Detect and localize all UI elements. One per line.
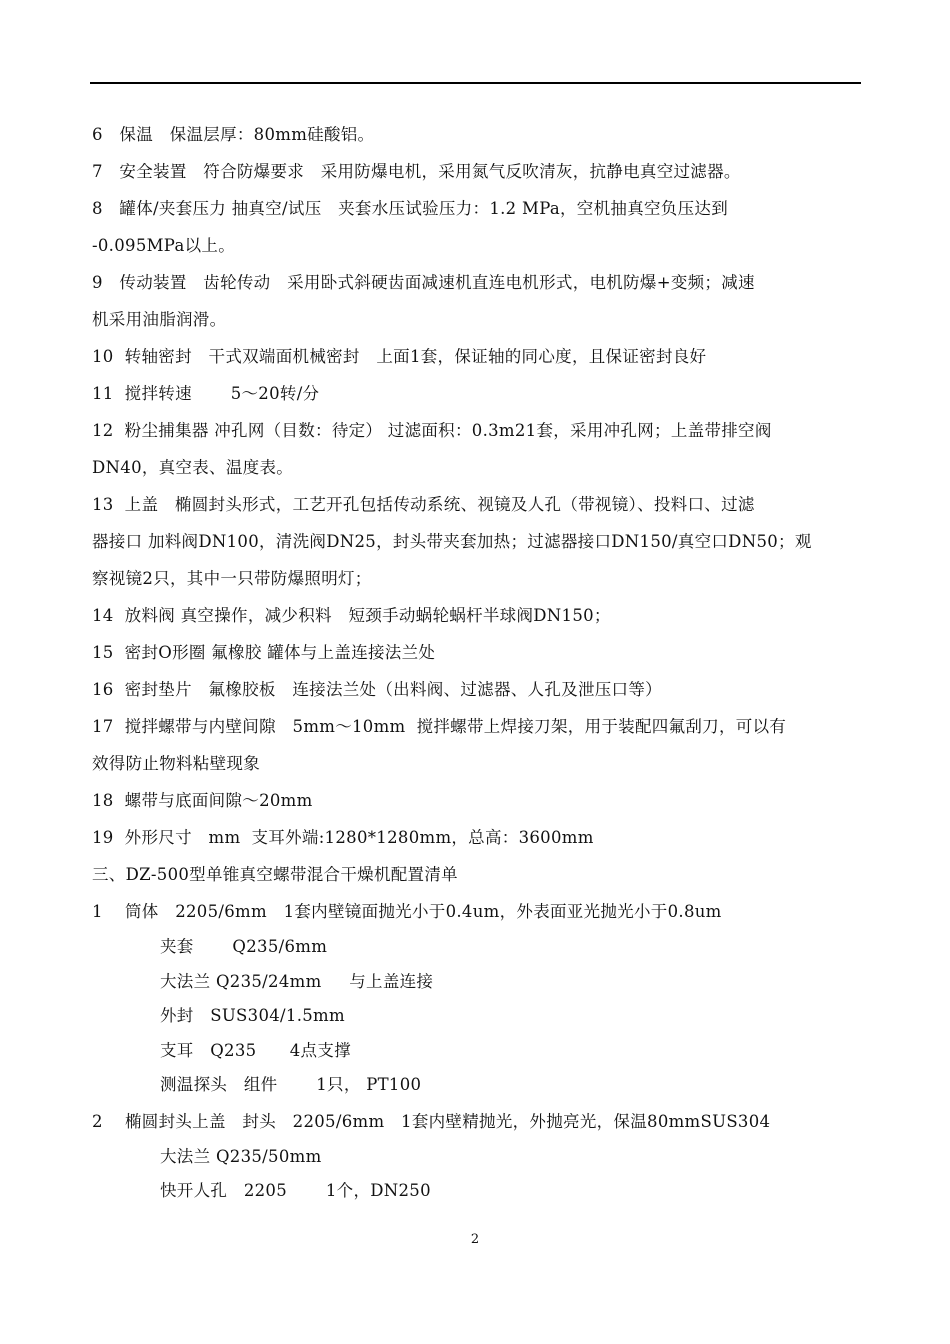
sub-item-line: 大法兰 Q235/24mm 与上盖连接 xyxy=(160,971,434,991)
text-line: 效得防止物料粘壁现象 xyxy=(92,754,260,773)
sub-item-line: 外封 SUS304/1.5mm xyxy=(160,1006,345,1025)
text-line: 1 筒体 2205/6mm 1套内壁镜面抛光小于0.4um，外表面亚光抛光小于0.8um xyxy=(92,902,722,921)
text-line: 14 放料阀 真空操作，减少积料 短颈手动蜗轮蜗杆半球阀DN150； xyxy=(92,606,611,625)
text-line: 器接口 加料阀DN100，清洗阀DN25，封头带夹套加热；过滤器接口DN150/真空口DN50；观 xyxy=(92,532,812,551)
text-line: 11 搅拌转速 5～20转/分 xyxy=(92,384,320,403)
sub-item-line: 测温探头 组件 1只， PT100 xyxy=(160,1075,422,1094)
text-line: 9 传动装置 齿轮传动 采用卧式斜硬齿面减速机直连电机形式，电机防爆+变频；减速 xyxy=(92,273,755,292)
text-line: 10 转轴密封 干式双端面机械密封 上面1套，保证轴的同心度，且保证密封良好 xyxy=(92,347,707,366)
header-rule xyxy=(90,82,861,84)
text-line: 19 外形尺寸 mm 支耳外端:1280*1280mm，总高：3600mm xyxy=(92,828,594,847)
document-body xyxy=(92,116,862,1209)
text-line: 17 搅拌螺带与内壁间隙 5mm～10mm 搅拌螺带上焊接刀架，用于装配四氟刮刀，可以有 xyxy=(92,717,787,736)
sub-item-line: 大法兰 Q235/50mm xyxy=(160,1146,322,1166)
text-line: 机采用油脂润滑。 xyxy=(92,310,227,329)
text-line: 2 椭圆封头上盖 封头 2205/6mm 1套内壁精抛光，外抛亮光，保温80mmSUS304 xyxy=(92,1111,771,1131)
sub-item-line: 快开人孔 2205 1个，DN250 xyxy=(160,1181,431,1200)
sub-item-line: 夹套 Q235/6mm xyxy=(160,937,328,956)
text-line: 12 粉尘捕集器 冲孔网（目数：待定） 过滤面积：0.3m21套，采用冲孔网；上盖带排空阀 xyxy=(92,421,772,440)
text-line: 8 罐体/夹套压力 抽真空/试压 夹套水压试验压力：1.2 MPa，空机抽真空负压达到 xyxy=(92,199,729,218)
text-line: 察视镜2只，其中一只带防爆照明灯； xyxy=(92,569,372,588)
text-line: 13 上盖 椭圆封头形式，工艺开孔包括传动系统、视镜及人孔（带视镜）、投料口、过滤 xyxy=(92,495,755,514)
text-line: -0.095MPa以上。 xyxy=(92,236,236,255)
text-line: 16 密封垫片 氟橡胶板 连接法兰处（出料阀、过滤器、人孔及泄压口等） xyxy=(92,680,662,699)
page-number: 2 xyxy=(470,1232,480,1247)
text-line: 6 保温 保温层厚：80mm硅酸铝。 xyxy=(92,125,375,144)
text-line: 7 安全装置 符合防爆要求 采用防爆电机，采用氮气反吹清灰，抗静电真空过滤器。 xyxy=(92,162,741,181)
text-line: 18 螺带与底面间隙～20mm xyxy=(92,791,313,810)
text-line: DN40，真空表、温度表。 xyxy=(92,458,294,477)
text-line: 15 密封O形圈 氟橡胶 罐体与上盖连接法兰处 xyxy=(92,643,436,662)
section-heading: 三、DZ-500型单锥真空螺带混合干燥机配置清单 xyxy=(92,865,458,884)
sub-item-line: 支耳 Q235 4点支撑 xyxy=(160,1040,351,1060)
